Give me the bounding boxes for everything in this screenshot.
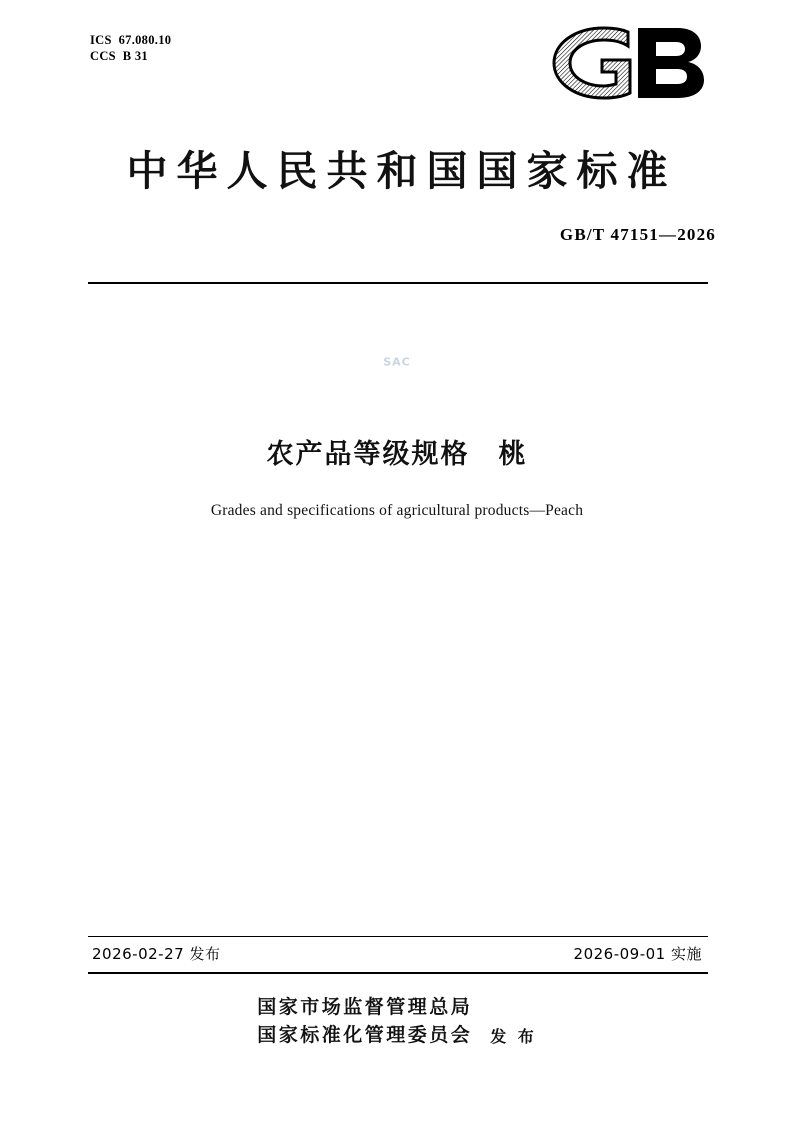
footer-divider-bottom: [88, 972, 708, 974]
page-title: 中华人民共和国国家标准: [126, 147, 677, 195]
issuer-names: [257, 993, 472, 1049]
standard-number: GB/T 47151—2026: [559, 225, 716, 244]
issue-date: 2026-02-27 发布: [92, 945, 221, 963]
ics-ccs-block: [90, 32, 171, 64]
publish-label: 发 布: [490, 1027, 537, 1046]
document-title-en: Grades and specifications of agricultural products—Peach: [210, 502, 584, 519]
issuer-line-1: 国家市场监督管理总局: [257, 996, 473, 1018]
sac-watermark: SAC: [383, 355, 411, 369]
issuer-line-2: 国家标准化管理委员会: [257, 1024, 473, 1046]
ics-code: ICS 67.080.10: [90, 33, 172, 47]
document-title-cn: 农产品等级规格 桃: [266, 439, 528, 470]
header-divider: [88, 282, 708, 284]
ccs-code: CCS B 31: [90, 49, 148, 63]
issuing-authorities: [0, 993, 794, 1049]
implementation-date: 2026-09-01 实施: [573, 945, 702, 963]
footer-divider-top: [88, 936, 708, 937]
gb-logo: [546, 22, 716, 104]
